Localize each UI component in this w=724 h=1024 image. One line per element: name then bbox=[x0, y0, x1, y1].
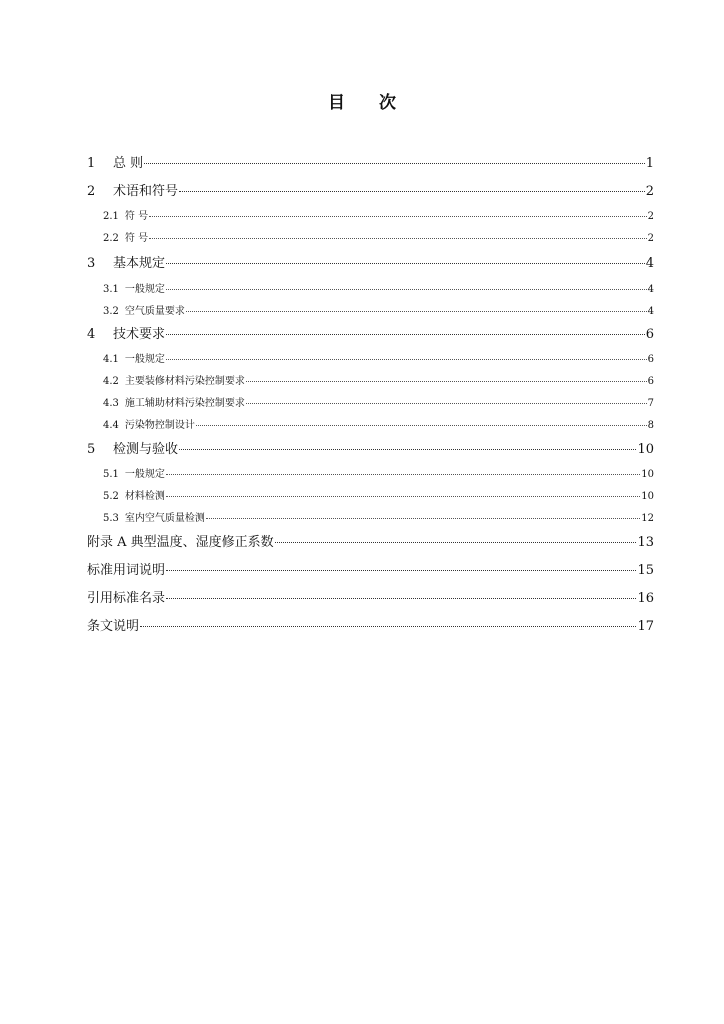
page-title-right: 次 bbox=[379, 93, 396, 113]
toc-entry-number: 2.1 bbox=[103, 211, 119, 222]
toc-page-number: 10 bbox=[637, 442, 654, 457]
toc-dot-leader bbox=[179, 449, 636, 450]
toc-dot-leader bbox=[166, 334, 645, 335]
toc-page-number: 2 bbox=[645, 184, 654, 199]
toc-entry-number: 4.1 bbox=[103, 354, 119, 365]
toc-dot-leader bbox=[166, 359, 647, 360]
toc-page-number: 7 bbox=[647, 398, 654, 409]
toc-page-number: 4 bbox=[645, 256, 654, 271]
toc-page-number: 8 bbox=[647, 420, 654, 431]
toc-entry-label: 一般规定 bbox=[124, 354, 165, 365]
toc-dot-leader bbox=[149, 238, 647, 239]
toc-subentry[interactable] bbox=[103, 229, 654, 243]
page-title-left: 目 bbox=[328, 93, 345, 113]
toc-entry-number: 5.1 bbox=[103, 469, 119, 480]
toc-page-number: 10 bbox=[641, 469, 654, 480]
toc-entry[interactable] bbox=[87, 438, 654, 456]
toc-subentry[interactable] bbox=[103, 394, 654, 408]
toc-subentry[interactable] bbox=[103, 487, 654, 501]
toc-entry-label: 符 号 bbox=[124, 211, 149, 222]
toc-subentry[interactable] bbox=[103, 416, 654, 430]
toc-entry-label: 基本规定 bbox=[113, 256, 166, 271]
toc-dot-leader bbox=[166, 570, 636, 571]
toc-entry-number: 4 bbox=[87, 327, 96, 342]
toc-entry-label: 术语和符号 bbox=[113, 184, 179, 199]
toc-dot-leader bbox=[166, 474, 640, 475]
toc-entry-number: 4.3 bbox=[103, 398, 119, 409]
toc-subentry[interactable] bbox=[103, 465, 654, 479]
toc-page-number: 16 bbox=[637, 591, 654, 606]
toc-subentry[interactable] bbox=[103, 207, 654, 221]
toc-entry-number: 1 bbox=[87, 156, 96, 171]
toc-entry[interactable] bbox=[87, 531, 654, 549]
toc-subentry[interactable] bbox=[103, 302, 654, 316]
toc-page-number: 15 bbox=[637, 563, 654, 578]
toc-page-number: 10 bbox=[641, 491, 654, 502]
toc-subentry[interactable] bbox=[103, 509, 654, 523]
toc-entry[interactable] bbox=[87, 615, 654, 633]
toc-entry-number: 4.2 bbox=[103, 376, 119, 387]
toc-page-number: 6 bbox=[647, 376, 654, 387]
toc-entry-label: 检测与验收 bbox=[113, 442, 179, 457]
toc-subentry[interactable] bbox=[103, 372, 654, 386]
toc-entry-number: 2.2 bbox=[103, 233, 119, 244]
toc-page-number: 13 bbox=[637, 535, 654, 550]
toc-entry-number: 4.4 bbox=[103, 420, 119, 431]
toc-page-number: 2 bbox=[647, 233, 654, 244]
toc-page-number: 17 bbox=[637, 619, 654, 634]
toc-dot-leader bbox=[140, 626, 636, 627]
toc-entry-label: 条文说明 bbox=[87, 619, 140, 634]
toc-page-number: 2 bbox=[647, 211, 654, 222]
toc-dot-leader bbox=[246, 403, 647, 404]
toc-dot-leader bbox=[246, 381, 647, 382]
toc-dot-leader bbox=[179, 191, 645, 192]
toc-dot-leader bbox=[149, 216, 647, 217]
toc-entry-label: 空气质量要求 bbox=[124, 306, 185, 317]
toc-entry-label: 附录 A 典型温度、湿度修正系数 bbox=[87, 535, 274, 550]
toc-entry[interactable] bbox=[87, 180, 654, 198]
toc-subentry[interactable] bbox=[103, 280, 654, 294]
toc-entry-label: 符 号 bbox=[124, 233, 149, 244]
toc-entry-label: 标准用词说明 bbox=[87, 563, 166, 578]
toc-page-number: 4 bbox=[647, 306, 654, 317]
toc-entry-label: 引用标准名录 bbox=[87, 591, 166, 606]
toc-entry-label: 主要装修材料污染控制要求 bbox=[124, 376, 245, 387]
toc-dot-leader bbox=[166, 598, 636, 599]
toc-dot-leader bbox=[166, 263, 645, 264]
toc-entry[interactable] bbox=[87, 152, 654, 170]
toc-entry-label: 一般规定 bbox=[124, 284, 165, 295]
toc-entry-number: 3 bbox=[87, 256, 96, 271]
toc-entry-label: 一般规定 bbox=[124, 469, 165, 480]
toc-entry[interactable] bbox=[87, 252, 654, 270]
toc-entry-label: 总 则 bbox=[113, 156, 144, 171]
toc-entry-number: 3.2 bbox=[103, 306, 119, 317]
toc-page-number: 12 bbox=[641, 513, 654, 524]
toc-page-number: 6 bbox=[647, 354, 654, 365]
toc-dot-leader bbox=[206, 518, 640, 519]
toc-entry-number: 3.1 bbox=[103, 284, 119, 295]
toc-dot-leader bbox=[196, 425, 647, 426]
toc-entry[interactable] bbox=[87, 587, 654, 605]
toc-dot-leader bbox=[144, 163, 645, 164]
toc-dot-leader bbox=[166, 289, 647, 290]
toc-entry-number: 2 bbox=[87, 184, 96, 199]
toc-entry[interactable] bbox=[87, 323, 654, 341]
toc-entry-label: 材料检测 bbox=[124, 491, 165, 502]
toc-page-number: 6 bbox=[645, 327, 654, 342]
toc-entry-label: 室内空气质量检测 bbox=[124, 513, 205, 524]
toc-entry-label: 污染物控制设计 bbox=[124, 420, 195, 431]
toc-page-number: 4 bbox=[647, 284, 654, 295]
toc-dot-leader bbox=[186, 311, 647, 312]
toc-entry-number: 5.2 bbox=[103, 491, 119, 502]
toc-entry-number: 5 bbox=[87, 442, 96, 457]
toc-entry[interactable] bbox=[87, 559, 654, 577]
toc-dot-leader bbox=[166, 496, 640, 497]
toc-entry-label: 技术要求 bbox=[113, 327, 166, 342]
toc-entry-label: 施工辅助材料污染控制要求 bbox=[124, 398, 245, 409]
toc-dot-leader bbox=[275, 542, 637, 543]
toc-subentry[interactable] bbox=[103, 350, 654, 364]
toc-entry-number: 5.3 bbox=[103, 513, 119, 524]
toc-page-number: 1 bbox=[645, 156, 654, 171]
